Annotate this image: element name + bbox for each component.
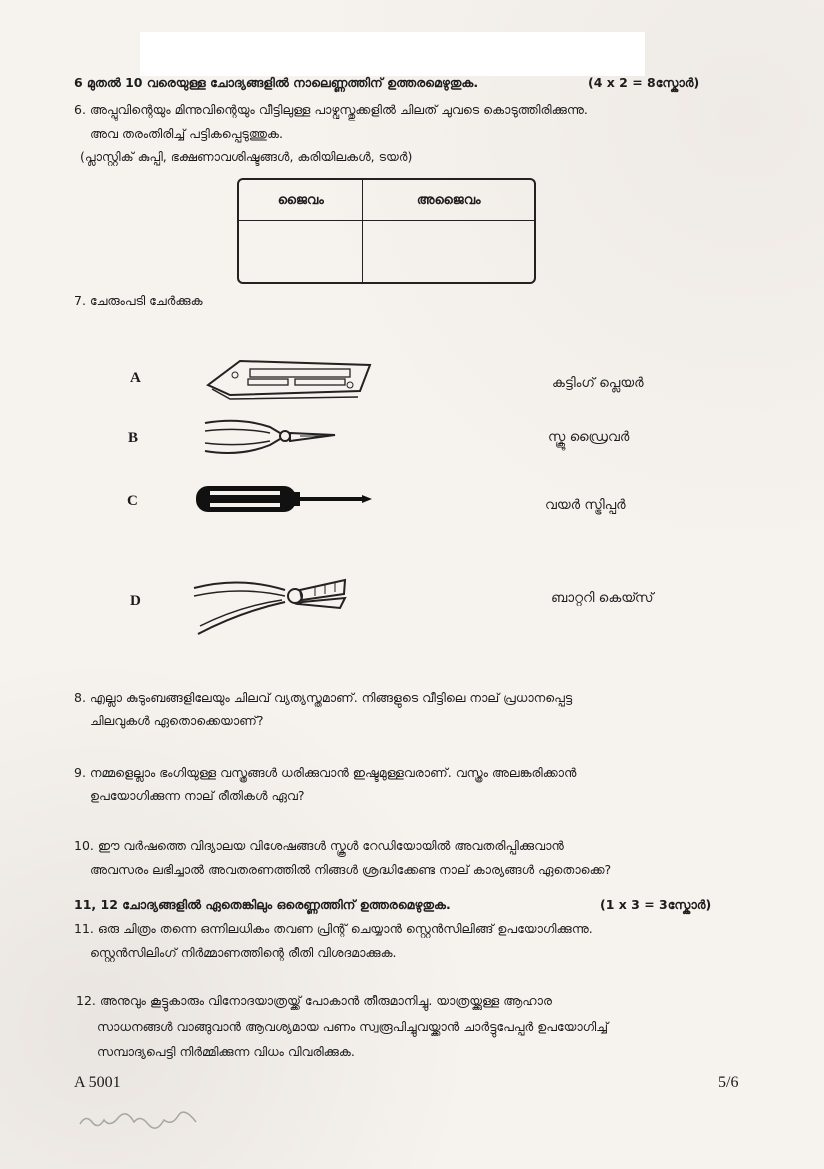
q6-line1: 6. അപ്പുവിന്റെയും മിന്നുവിന്റെയും വീട്ടിലുള്ള പാഴ്വസ്തുക്കളിൽ ചിലത് ചുവടെ കൊടുത്തിരിക്കുന്നു.: [74, 102, 588, 117]
label-cutting-plier: കട്ടിംഗ് പ്ലെയർ: [552, 375, 644, 391]
q12-line1: 12. അനുവും കൂട്ടുകാരും വിനോദയാത്രയ്ക്ക് പോകാൻ തീരുമാനിച്ചു. യാത്രയ്ക്കുള്ള ആഹാര: [76, 993, 552, 1008]
screwdriver-icon: [190, 480, 375, 520]
page-number: 5/6: [718, 1074, 739, 1091]
handwritten-scrawl-icon: [78, 1108, 198, 1132]
table-cell-non-biodegradable: [362, 221, 534, 282]
q12-line3: സമ്പാദ്യപെട്ടി നിർമ്മിക്കുന്ന വിധം വിവരിക്കുക.: [97, 1044, 355, 1059]
paper-code: A 5001: [74, 1074, 121, 1091]
section1-marks: (4 x 2 = 8സ്കോർ): [588, 75, 700, 90]
option-d: D: [130, 593, 141, 609]
option-b: B: [128, 430, 139, 446]
q6-items: (പ്ലാസ്റ്റിക് കുപ്പി, ഭക്ഷണാവശിഷ്ടങ്ങൾ, കരിയിലകൾ, ടയർ): [80, 149, 413, 164]
label-screwdriver: സ്ക്രൂ ഡ്രൈവർ: [548, 429, 630, 445]
q11-line1: 11. ഒരു ചിത്രം തന്നെ ഒന്നിലധികം തവണ പ്രിന്റ് ചെയ്യാൻ സ്റ്റെൻസിലിങ്ങ് ഉപയോഗിക്കുന്നു.: [74, 921, 593, 936]
option-c: C: [127, 493, 138, 509]
table-header-non-biodegradable: അജൈവം: [362, 180, 534, 221]
label-battery-case: ബാറ്ററി കെയ്സ്: [551, 590, 654, 606]
q8-line1: 8. എല്ലാ കുടുംബങ്ങളിലേയും ചിലവ് വ്യത്യസ്തമാണ്. നിങ്ങളുടെ വീട്ടിലെ നാല് പ്രധാനപ്പെട്ട: [74, 690, 573, 705]
q11-line2: സ്റ്റെൻസിലിംഗ് നിർമ്മാണത്തിന്റെ രീതി വിശദമാക്കുക.: [90, 945, 397, 960]
q6-line2: അവ തരംതിരിച്ച് പട്ടികപ്പെടുത്തുക.: [90, 126, 283, 141]
q9-line2: ഉപയോഗിക്കുന്ന നാല് രീതികൾ ഏവ?: [90, 788, 305, 803]
blank-header-box: [140, 32, 645, 76]
q10-line1: 10. ഈ വർഷത്തെ വിദ്യാലയ വിശേഷങ്ങൾ സ്കൂൾ റേഡിയോയിൽ അവതരിപ്പിക്കുവാൻ: [74, 838, 564, 853]
q9-line1: 9. നമ്മളെല്ലാം ഭംഗിയുള്ള വസ്ത്രങ്ങൾ ധരിക്കുവാൻ ഇഷ്ടമുള്ളവരാണ്. വസ്ത്രം അലങ്കരിക്കാൻ: [74, 765, 577, 780]
table-cell-biodegradable: [239, 221, 362, 282]
section2-marks: (1 x 3 = 3സ്കോർ): [600, 897, 712, 912]
q7-title: 7. ചേരുംപടി ചേർക്കുക: [74, 293, 203, 308]
section1-instruction: 6 മുതൽ 10 വരെയുള്ള ചോദ്യങ്ങളിൽ നാലെണ്ണത്തിന് ഉത്തരമെഴുതുക.: [74, 75, 479, 90]
label-wire-stripper: വയർ സ്ട്രിപ്പർ: [545, 497, 626, 513]
option-a: A: [130, 370, 141, 386]
wire-stripper-icon: [200, 415, 340, 460]
q8-line2: ചിലവുകൾ ഏതൊക്കെയാണ്?: [90, 713, 264, 728]
sorting-table: [237, 178, 536, 284]
q10-line2: അവസരം ലഭിച്ചാൽ അവതരണത്തിൽ നിങ്ങൾ ശ്രദ്ധിക്കേണ്ട നാല് കാര്യങ്ങൾ ഏതൊക്കെ?: [90, 862, 612, 877]
cutting-plier-icon: [190, 572, 350, 640]
section2-instruction: 11, 12 ചോദ്യങ്ങളിൽ ഏതെങ്കിലും ഒരെണ്ണത്തിന് ഉത്തരമെഴുതുക.: [74, 897, 451, 912]
table-header-biodegradable: ജൈവം: [239, 180, 362, 221]
battery-case-icon: [200, 355, 375, 400]
q12-line2: സാധനങ്ങൾ വാങ്ങുവാൻ ആവശ്യമായ പണം സ്വരൂപിച്ചുവയ്ക്കാൻ ചാർട്ടുപേപ്പർ ഉപയോഗിച്ച്: [97, 1019, 609, 1034]
